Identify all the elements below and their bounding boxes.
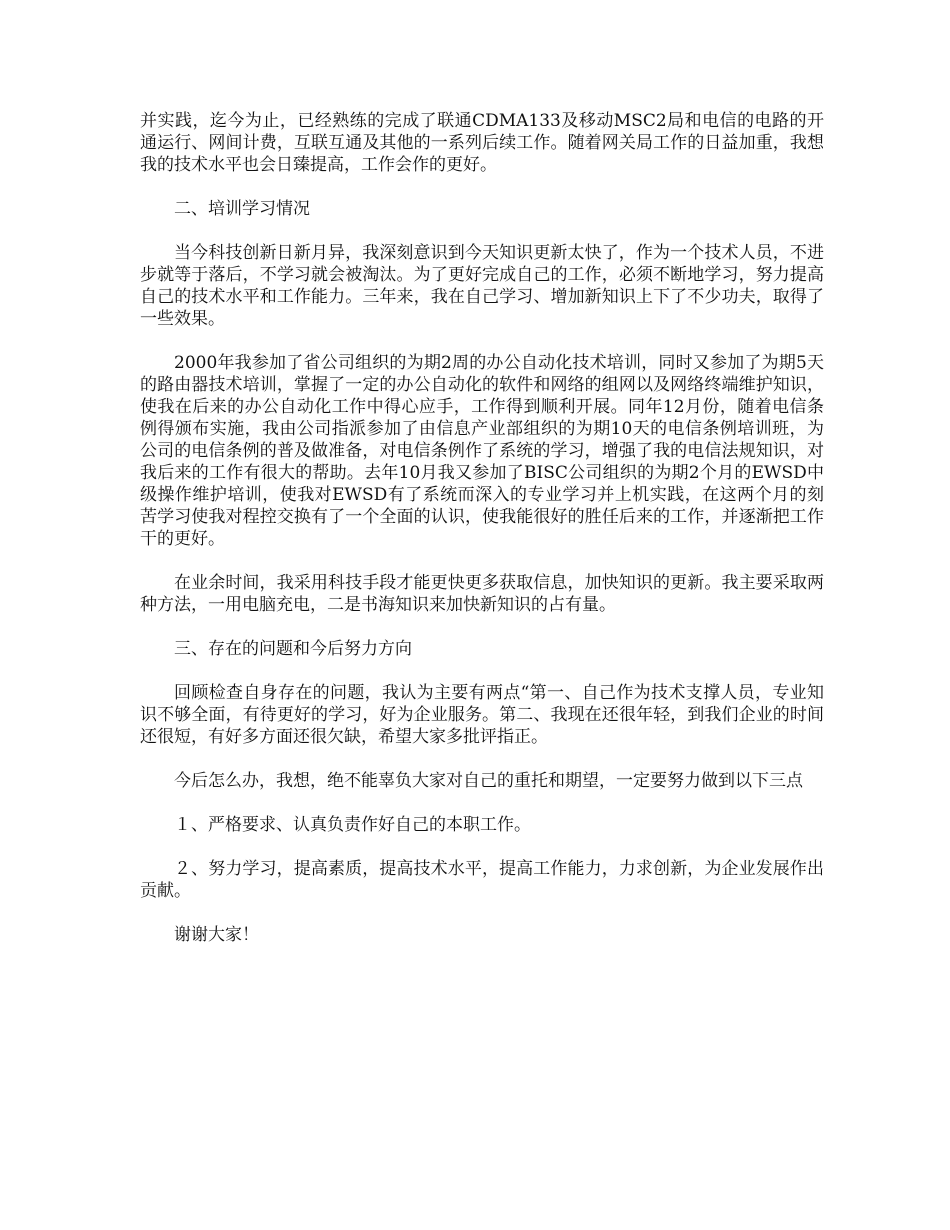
paragraph-continuation: 并实践，迄今为止，已经熟练的完成了联通CDMA133及移动MSC2局和电信的电路的开通运行、网间计费，互联互通及其他的一系列后续工作。随着网关局工作的日益加重，我想我的技术水平也会日臻提高，工作会作的更好。 [140,111,824,175]
paragraph-problems: 回顾检查自身存在的问题，我认为主要有两点“第一、自己作为技术支撑人员，专业知识不够全面，有待更好的学习，好为企业服务。第二、我现在还很年轻，到我们企业的时间还很短，有好多方面还很欠缺，希望大家多批评指正。 [140,683,824,747]
document-body [140,110,824,968]
list-item-1: １、严格要求、认真负责作好自己的本职工作。 [174,815,531,835]
paragraph-training-details: 2000年我参加了省公司组织的为期2周的办公自动化技术培训，同时又参加了为期5天的路由器技术培训，掌握了一定的办公自动化的软件和网络的组网以及网络终端维护知识，使我在后来的办公自动化工作中得心应手，工作得到顺利开展。同年12月份，随着电信条例得颁布实施，我由公司指派参加了由信息产业部组织的为期10天的电信条例培训班，为公司的电信条例的普及做准备，对电信条例作了系统的学习，增强了我的电信法规知识，对我后来的工作有很大的帮助。去年10月我又参加了BISC公司组织的为期2个月的EWSD中级操作维护培训，使我对EWSD有了系统而深入的专业学习并上机实践，在这两个月的刻苦学习使我对程控交换有了一个全面的认识，使我能很好的胜任后来的工作，并逐渐把工作干的更好。 [140,353,824,549]
paragraph-training-intro: 当今科技创新日新月异，我深刻意识到今天知识更新太快了，作为一个技术人员，不进步就等于落后，不学习就会被淘汰。为了更好完成自己的工作，必须不断地学习，努力提高自己的技术水平和工作能力。三年来，我在自己学习、增加新知识上下了不少功夫，取得了一些效果。 [140,243,824,329]
section-heading-problems: 三、存在的问题和今后努力方向 [174,639,412,659]
paragraph-spare-time: 在业余时间，我采用科技手段才能更快更多获取信息，加快知识的更新。我主要采取两种方法，一用电脑充电，二是书海知识来加快新知识的占有量。 [140,573,824,615]
section-heading-training: 二、培训学习情况 [174,199,310,219]
paragraph-future-plan: 今后怎么办，我想，绝不能辜负大家对自己的重托和期望，一定要努力做到以下三点 [174,771,803,791]
paragraph-closing: 谢谢大家！ [174,925,259,945]
list-item-2: ２、努力学习，提高素质，提高技术水平，提高工作能力，力求创新，为企业发展作出贡献。 [140,859,824,901]
